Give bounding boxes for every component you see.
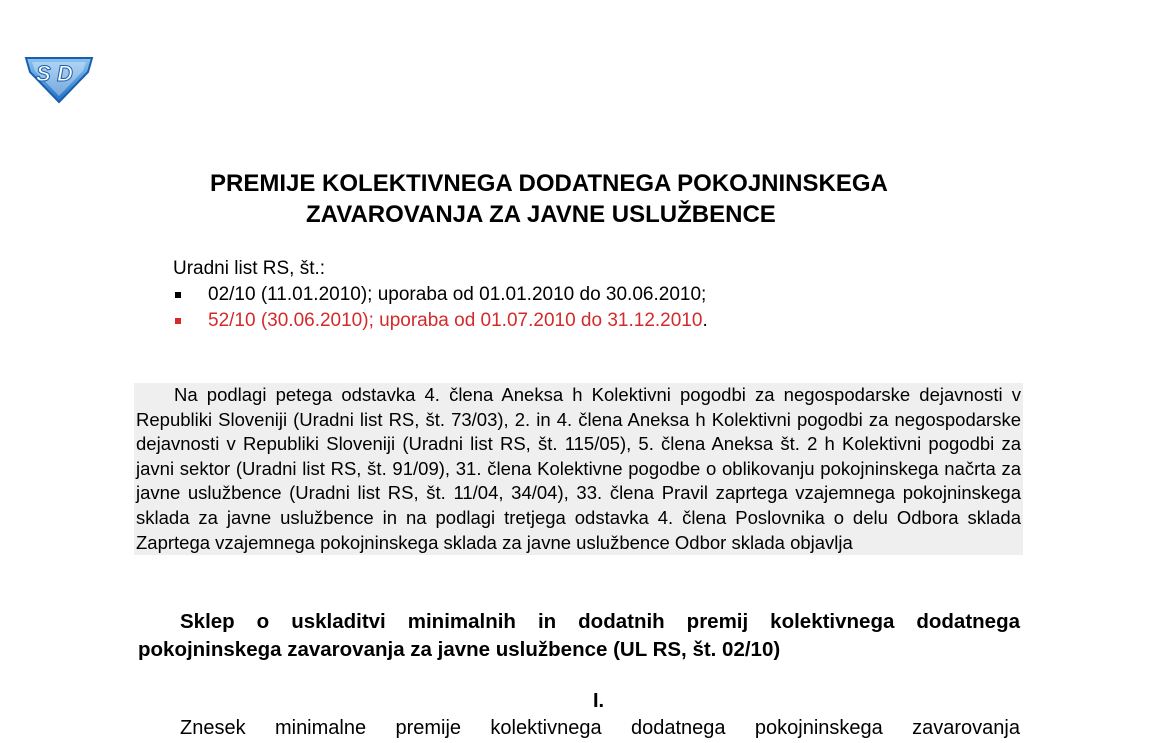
reference-text: 02/10 (11.01.2010); uporaba od 01.01.2010 do 30.06.2010; — [208, 284, 707, 305]
preamble-paragraph: Na podlagi petega odstavka 4. člena Aneksa h Kolektivni pogodbi za negospodarske dejavnosti v Republiki Sloveniji (Uradni list RS, št. 73/03), 2. in 4. člena Aneksa h Kolektivni pogodbi za negospodarske dejavnosti v Republiki Sloveniji (Uradni list RS, št. 115/05), 5. člena Aneksa št. 2 h Kolektivni pogodbi za javni sektor (Uradni list RS, št. 91/09), 31. člena Kolektivne pogodbe o oblikovanju pokojninskega načrta za javne uslužbence (Uradni list RS, št. 11/04, 34/04), 33. člena Pravil zaprtega vzajemnega pokojninskega sklada za javne uslužbence in na podlagi tretjega odstavka 4. člena Poslovnika o delu Odbora sklada Zaprtega vzajemnega pokojninskega sklada za javne uslužbence Odbor sklada objavlja — [134, 383, 1023, 555]
decision-heading: Sklep o uskladitvi minimalnih in dodatnih premij kolektivnega dodatnega pokojninskega zavarovanja za javne uslužbence (UL RS, št. 02/10) — [138, 610, 1020, 661]
title-line-1: PREMIJE KOLEKTIVNEGA DODATNEGA POKOJNINSKEGA — [210, 170, 888, 197]
square-bullet-icon — [175, 292, 181, 298]
reference-text: 52/10 (30.06.2010); uporaba od 01.07.2010 do 31.12.2010 — [208, 310, 703, 331]
references-label: Uradni list RS, št.: — [173, 258, 326, 279]
square-bullet-icon — [175, 318, 181, 324]
section-number: I. — [592, 690, 605, 712]
svg-text:D: D — [57, 61, 73, 86]
sd-logo-icon — [22, 48, 96, 104]
official-gazette-references — [173, 256, 973, 334]
reference-item — [173, 282, 973, 308]
title-line-2: ZAVAROVANJA ZA JAVNE USLUŽBENCE — [306, 201, 776, 228]
svg-text:S: S — [36, 61, 51, 86]
document-title — [190, 168, 1020, 230]
reference-item — [173, 308, 973, 334]
references-list — [173, 282, 973, 334]
section-paragraph: Znesek minimalne premije kolektivnega dodatnega pokojninskega zavarovanja — [180, 717, 1020, 739]
reference-suffix: . — [702, 310, 708, 331]
